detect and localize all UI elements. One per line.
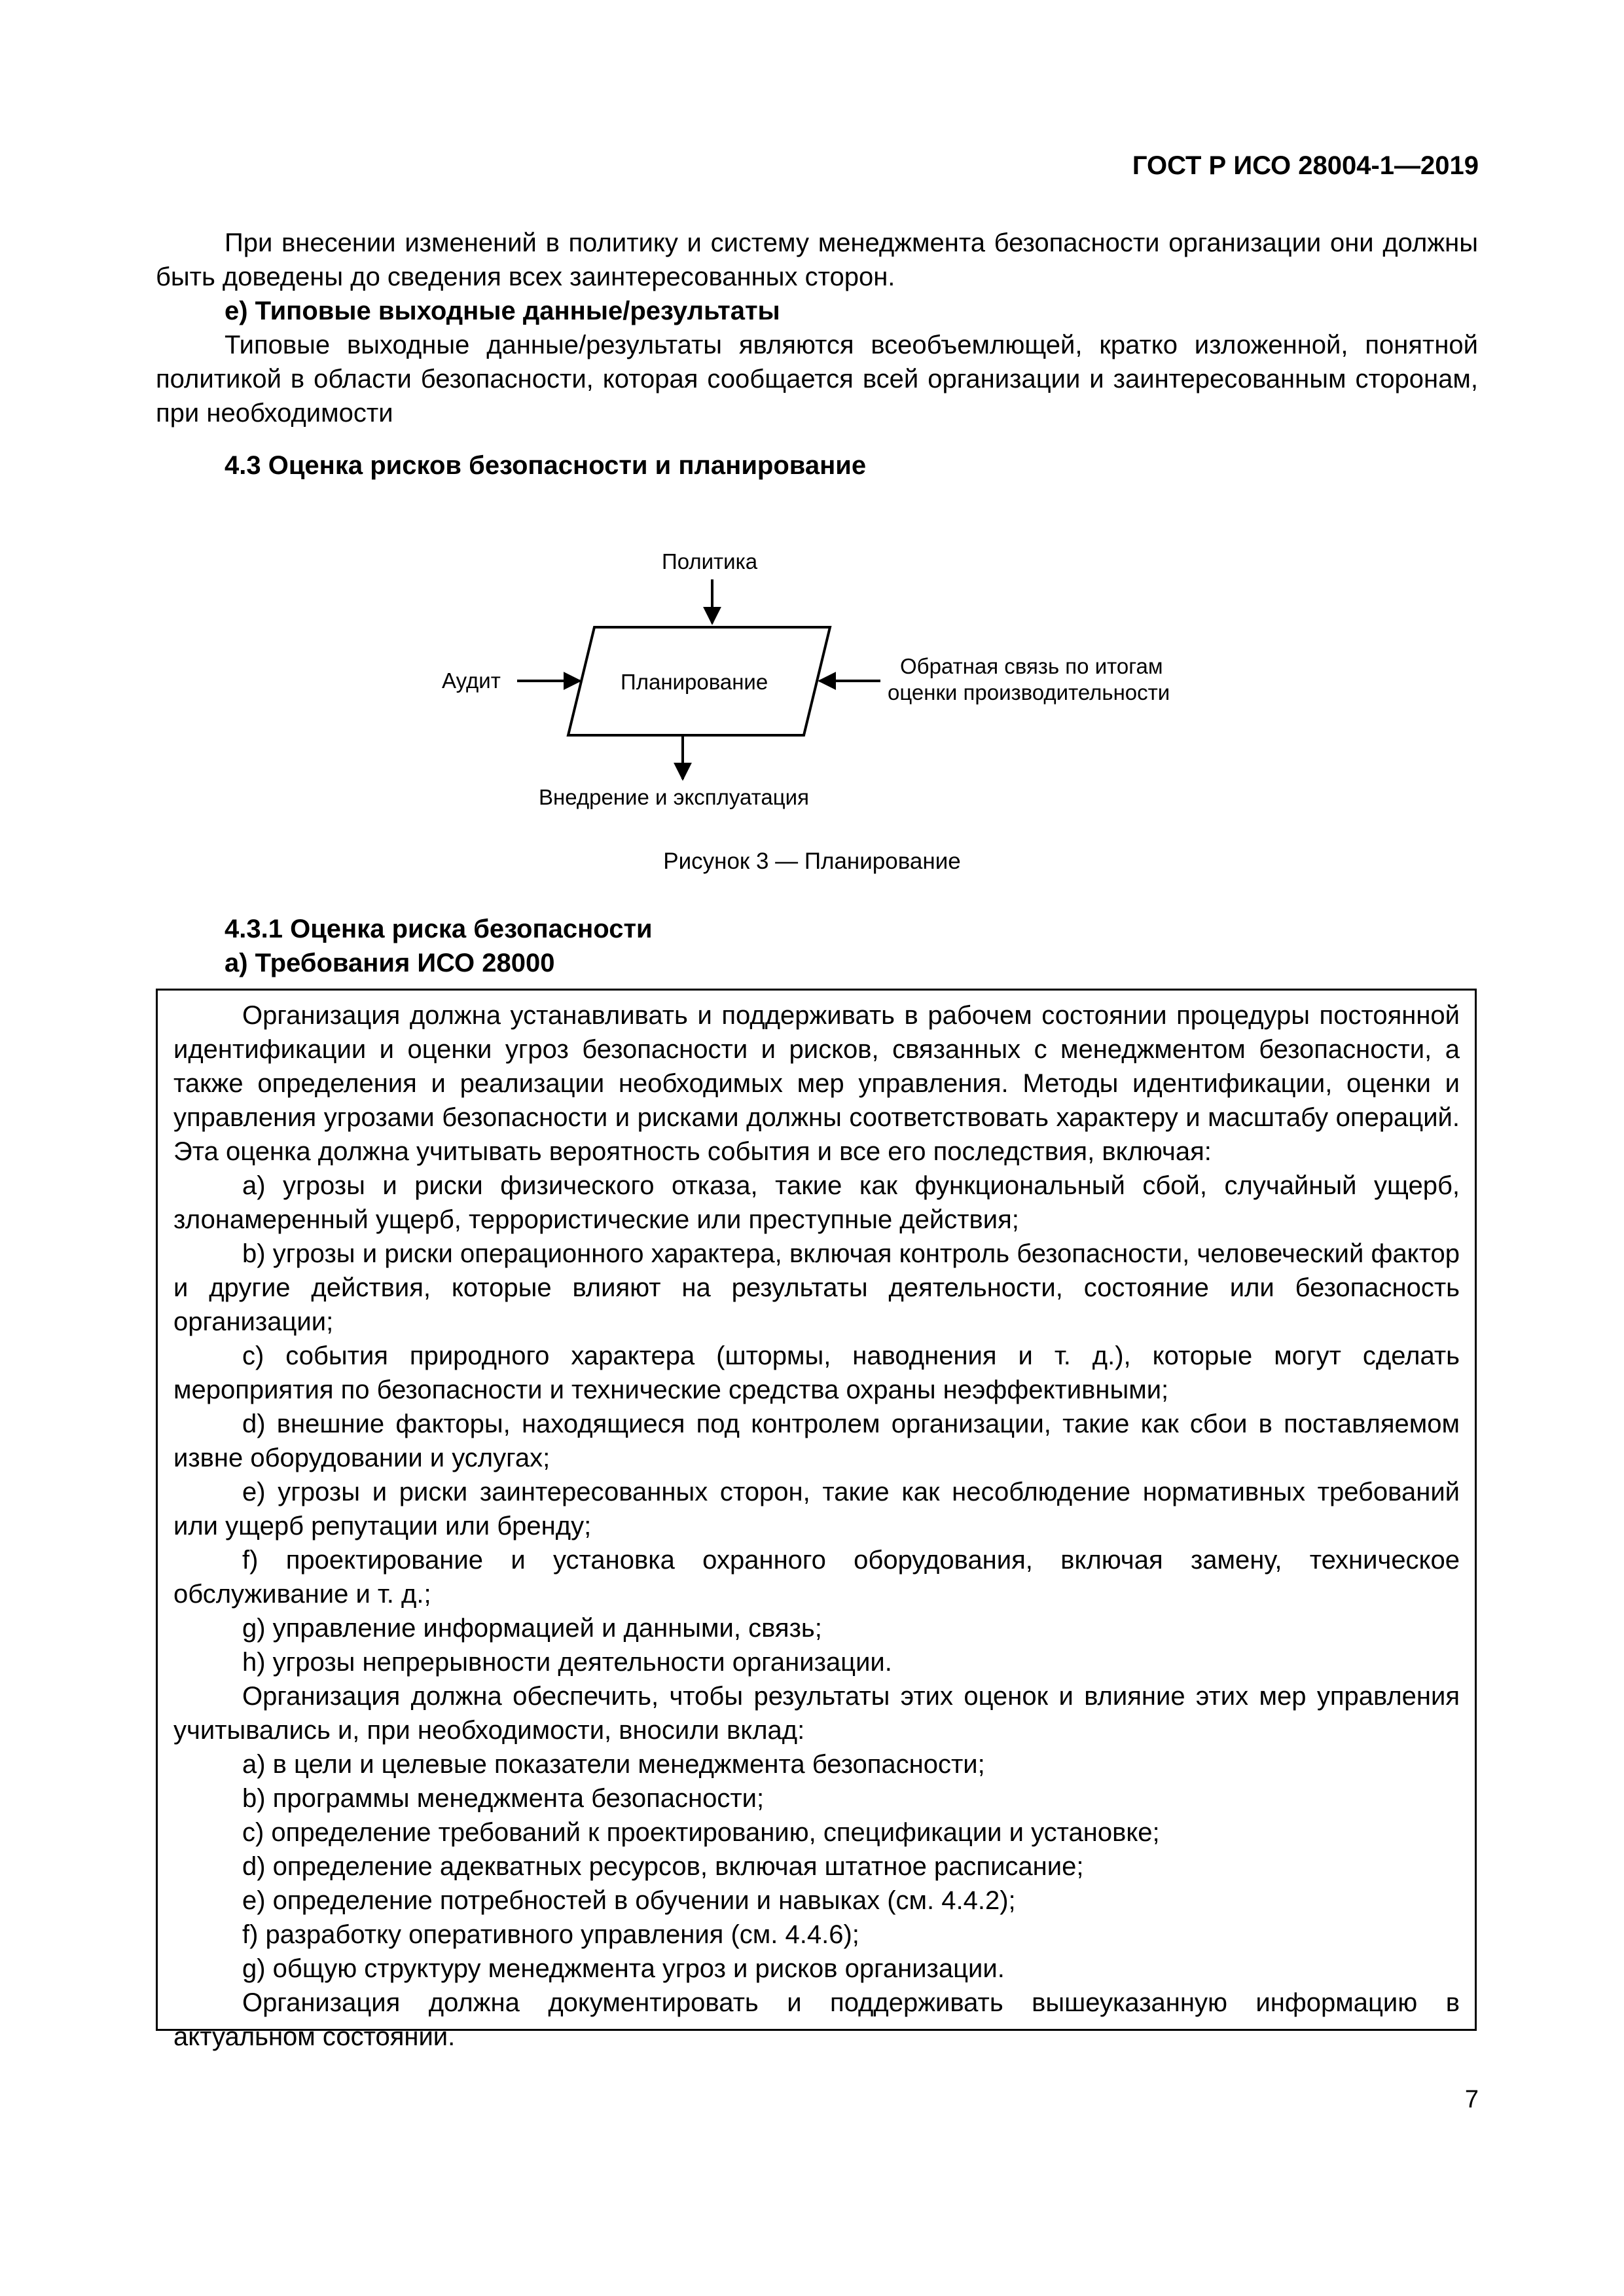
section-4-3-title: 4.3 Оценка рисков безопасности и планирование: [225, 451, 867, 480]
policy-label: Политика: [662, 549, 758, 574]
requirements-subtitle: а) Требования ИСО 28000: [225, 949, 555, 977]
document-id-header: ГОСТ Р ИСО 28004-1—2019: [1132, 151, 1479, 180]
list-item: h) угрозы непрерывности деятельности организации.: [242, 1648, 892, 1677]
list-item: a) в цели и целевые показатели менеджмента безопасности;: [242, 1750, 985, 1779]
implementation-label: Внедрение и эксплуатация: [539, 785, 809, 809]
requirements-closing: Организация должна документировать и поддерживать вышеуказанную информацию в актуальном состоянии.: [173, 1988, 1460, 2051]
list-item: b) угрозы и риски операционного характера, включая контроль безопасности, человеческий фактор и другие действия, которые влияют на результаты деятельности, состояние или безопасность организации;: [173, 1239, 1460, 1336]
list-item: c) события природного характера (штормы, наводнения и т. д.), которые могут сделать мероприятия по безопасности и технические средства охраны неэффективными;: [173, 1341, 1460, 1404]
list-item: e) угрозы и риски заинтересованных сторон, такие как несоблюдение нормативных требований или ущерб репутации или бренду;: [173, 1478, 1460, 1540]
list-item: b) программы менеджмента безопасности;: [242, 1784, 765, 1813]
section-4-3-1-title: 4.3.1 Оценка риска безопасности: [225, 915, 653, 943]
planning-label: Планирование: [621, 670, 768, 694]
intro-block: [156, 226, 1478, 430]
feedback-label-line1: Обратная связь по итогам: [900, 654, 1163, 678]
requirements-intro: Организация должна устанавливать и поддерживать в рабочем состоянии процедуры постоянной идентификации и оценки угроз безопасности и рисков, связанных с менеджментом безопасности, а также определения и реализации необходимых мер управления. Методы идентификации, оценки и управления угрозами безопасности и рисками должны соответствовать характеру и масштабу операций. Эта оценка должна учитывать вероятность события и все его последствия, включая:: [173, 1001, 1460, 1166]
requirements-text: [173, 998, 1460, 2054]
figure-caption: Рисунок 3 — Планирование: [663, 848, 961, 874]
list-item: c) определение требований к проектированию, спецификации и установке;: [242, 1818, 1160, 1847]
list-item: d) внешние факторы, находящиеся под контролем организации, такие как сбои в поставляемом извне оборудовании и услугах;: [173, 1410, 1460, 1472]
list-item: g) общую структуру менеджмента угроз и рисков организации.: [242, 1954, 1005, 1983]
list-item: f) разработку оперативного управления (см. 4.4.6);: [242, 1920, 859, 1949]
list-item: e) определение потребностей в обучении и навыках (см. 4.4.2);: [242, 1886, 1016, 1915]
list-item: f) проектирование и установка охранного оборудования, включая замену, техническое обслуживание и т. д.;: [173, 1546, 1460, 1609]
list-item: d) определение адекватных ресурсов, включая штатное расписание;: [242, 1852, 1084, 1881]
page-number: 7: [1464, 2086, 1479, 2113]
list-item: g) управление информацией и данными, связь;: [242, 1614, 822, 1643]
output-paragraph: Типовые выходные данные/результаты являются всеобъемлющей, кратко изложенной, понятной политикой в области безопасности, которая сообщается всей организации и заинтересованным сторонам, при необходимости: [156, 331, 1478, 428]
list-item: a) угрозы и риски физического отказа, такие как функциональный сбой, случайный ущерб, злонамеренный ущерб, террористические или преступные действия;: [173, 1171, 1460, 1234]
intro-paragraph: При внесении изменений в политику и систему менеджмента безопасности организации они должны быть доведены до сведения всех заинтересованных сторон.: [156, 228, 1478, 291]
output-subheading: e) Типовые выходные данные/результаты: [225, 297, 780, 325]
audit-label: Аудит: [442, 668, 501, 693]
feedback-label-line2: оценки производительности: [888, 680, 1170, 704]
requirements-middle: Организация должна обеспечить, чтобы результаты этих оценок и влияние этих мер управления учитывались и, при необходимости, вносили вклад:: [173, 1682, 1460, 1745]
